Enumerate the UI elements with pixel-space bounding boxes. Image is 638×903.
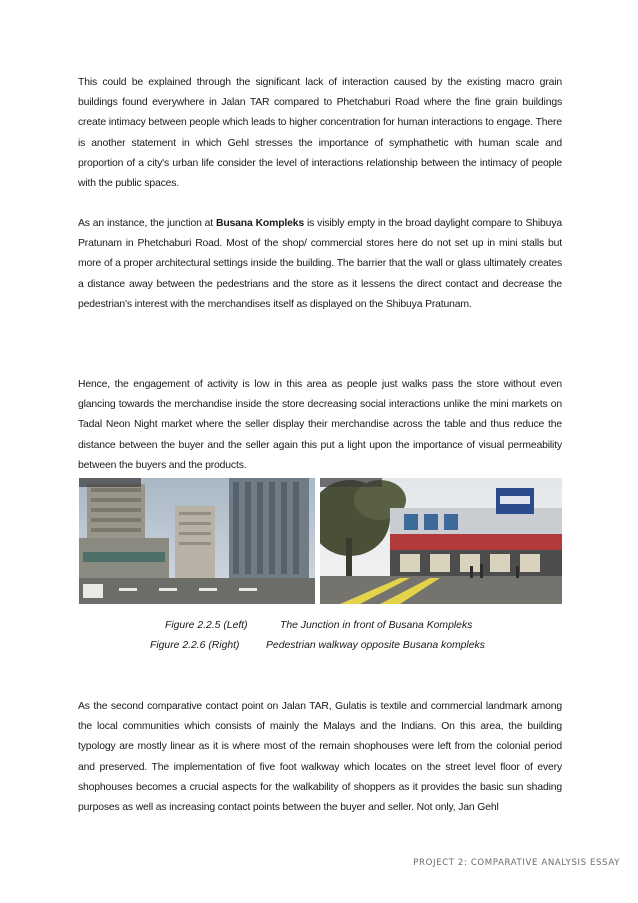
figure-photos <box>79 478 562 604</box>
photo-busana-kompleks-junction <box>79 478 315 604</box>
paragraph-2-rest: is visibly empty in the broad daylight compare to Shibuya Pratunam in Phetchaburi Road. Most of the shop/ commercial stores here do not set up in mini stalls but more of a proper architectural settings inside the building. The barrier that the wall or glass ultimately creates a distance away between the pedestrians and the store as it lessens the direct contact and decrease the pedestrian's interest with the merchandises itself as displayed on the Shibuya Pratunam. <box>78 218 562 310</box>
paragraph-4: As the second comparative contact point on Jalan TAR, Gulatis is textile and commercial landmark among the local communities which consists of mainly the Malays and the Indians. On this area, the building typology are mostly linear as it is where most of the remain shophouses were left from the colonial period and preserved. The implementation of five foot walkway which locates on the street level floor of every shophouses becomes a crucial aspects for the walkability of shoppers as it provides the basic sun shading purposes as well as increasing contact points between the buyer and seller. Not only, Jan Gehl <box>78 701 562 814</box>
figure-2-2-5-label: Figure 2.2.5 (Left) <box>165 620 248 631</box>
page-footer: PROJECT 2: COMPARATIVE ANALYSIS ESSAY <box>413 858 620 868</box>
paragraph-1: This could be explained through the significant lack of interaction caused by the existing macro grain buildings found everywhere in Jalan TAR compared to Phetchaburi Road where the fine grain buildings create intimacy between people which leads to higher concentration for human interactions to engage. There is another statement in which Gehl stresses the importance of symphathetic with human scale and proportion of a city's urban life consider the level of interactions relationship between the intimacy of people with the public spaces. <box>78 77 562 190</box>
paragraph-2 <box>78 214 562 315</box>
figure-2-2-6-caption: Pedestrian walkway opposite Busana kompleks <box>266 640 485 651</box>
figure-2-2-5-caption: The Junction in front of Busana Kompleks <box>280 620 473 631</box>
walkway-photo-image <box>320 478 562 604</box>
figure-2-2-6-label: Figure 2.2.6 (Right) <box>150 640 240 651</box>
paragraph-3: Hence, the engagement of activity is low in this area as people just walks pass the store without even glancing towards the merchandise inside the store decreasing social interactions unlike the mini markets on Tadal Neon Night market where the seller display their merchandise across the table and thus reduce the distance between the buyer and the seller again this put a light upon the importance of visual permeability between the buyers and the products. <box>78 379 562 471</box>
busana-kompleks-bold: Busana Kompleks <box>216 218 305 229</box>
photo-pedestrian-walkway <box>320 478 562 604</box>
junction-photo-image <box>79 478 315 604</box>
paragraph-2-start: As an instance, the junction at <box>78 218 216 229</box>
